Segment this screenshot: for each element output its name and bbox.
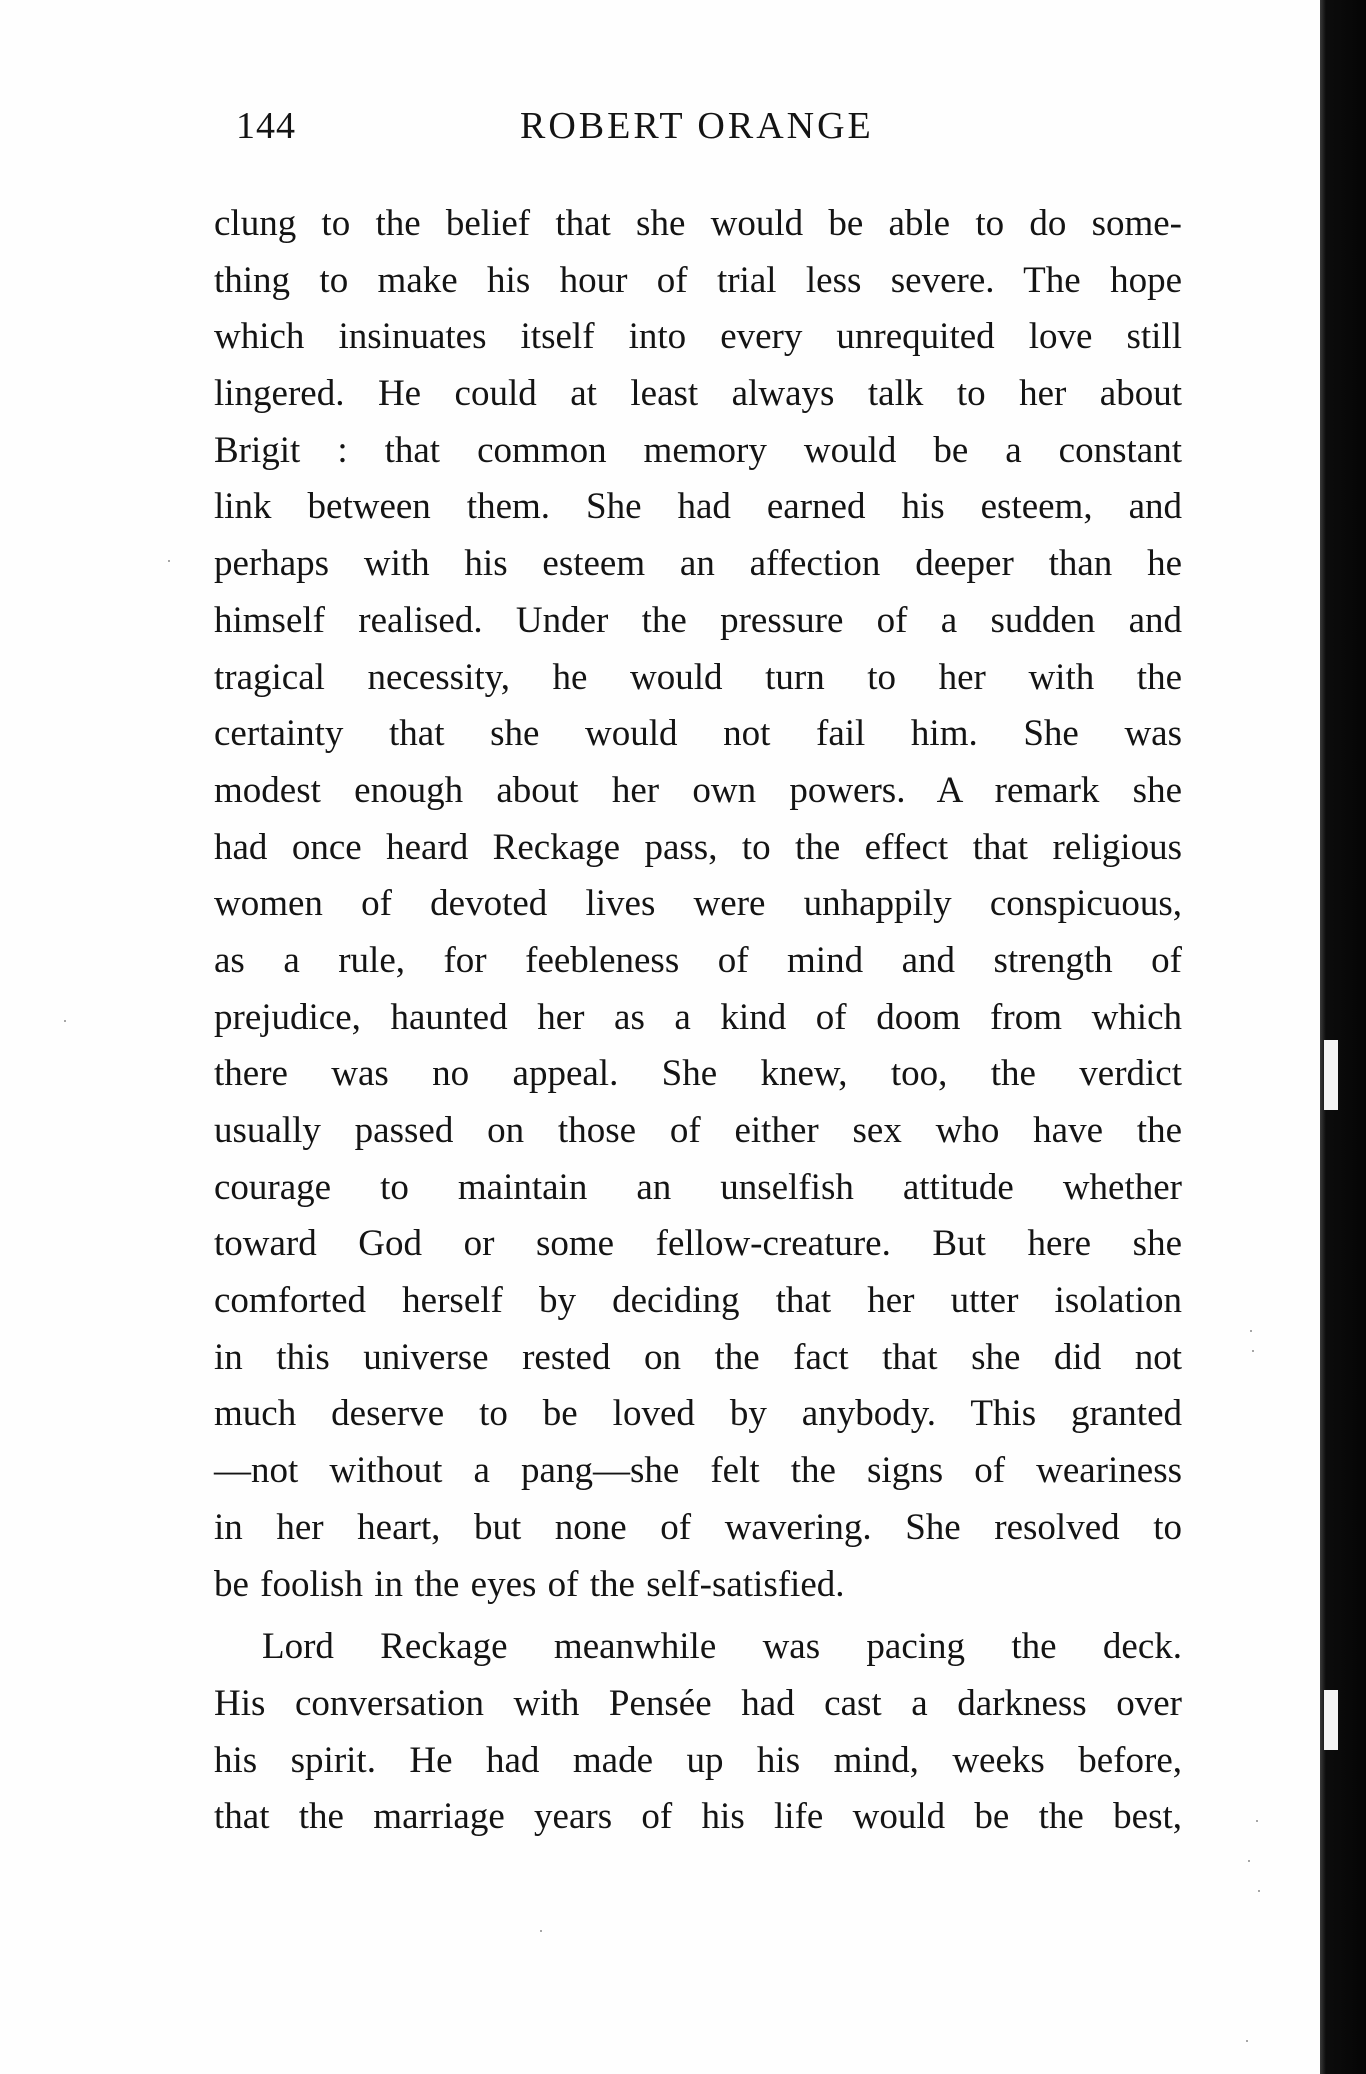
text-line: had once heard Reckage pass, to the effect that religious — [214, 826, 1182, 868]
scan-speck — [1256, 1820, 1258, 1822]
running-head — [0, 104, 1366, 154]
text-line: lingered. He could at least always talk to her about — [214, 373, 1182, 415]
text-line: toward God or some fellow-creature. But here she — [214, 1223, 1182, 1265]
scan-speck — [64, 1020, 66, 1022]
text-line: comforted herself by deciding that her utter isolation — [214, 1280, 1182, 1322]
text-line: clung to the belief that she would be able to do some- — [214, 203, 1182, 244]
scan-speck — [1250, 1330, 1252, 1332]
text-line: courage to maintain an unselfish attitude whether — [214, 1166, 1182, 1208]
text-line: much deserve to be loved by anybody. This granted — [214, 1393, 1182, 1435]
running-title: ROBERT ORANGE — [520, 105, 874, 147]
text-line: women of devoted lives were unhappily conspicuous, — [214, 883, 1182, 925]
text-line: himself realised. Under the pressure of a sudden and — [214, 599, 1182, 641]
text-line: be foolish in the eyes of the self-satisfied. — [214, 1563, 845, 1605]
text-line: His conversation with Pensée had cast a darkness over — [214, 1682, 1182, 1724]
text-line: Brigit : that common memory would be a constant — [214, 429, 1182, 471]
scan-speck — [1258, 1890, 1260, 1892]
text-line: there was no appeal. She knew, too, the verdict — [214, 1053, 1182, 1095]
scan-speck — [1248, 1860, 1250, 1862]
text-line: certainty that she would not fail him. She was — [214, 713, 1182, 755]
text-line: that the marriage years of his life would be the best, — [214, 1796, 1182, 1838]
body-text — [214, 196, 1182, 1846]
text-line: which insinuates itself into every unrequited love still — [214, 316, 1182, 358]
binding-edge-gap — [1324, 1690, 1338, 1750]
text-line: in this universe rested on the fact that she did not — [214, 1336, 1182, 1378]
text-line: link between them. She had earned his esteem, and — [214, 486, 1182, 528]
paragraph-2 — [214, 1619, 1182, 1846]
text-line: in her heart, but none of wavering. She resolved to — [214, 1506, 1182, 1548]
scan-speck — [1246, 2040, 1248, 2042]
page-number: 144 — [236, 105, 296, 147]
text-line: his spirit. He had made up his mind, weeks before, — [214, 1739, 1182, 1781]
scan-speck — [540, 1930, 542, 1932]
text-line: —not without a pang—she felt the signs of weariness — [214, 1450, 1182, 1492]
text-line: Lord Reckage meanwhile was pacing the deck. — [262, 1626, 1182, 1668]
text-line: modest enough about her own powers. A remark she — [214, 769, 1182, 811]
scan-speck — [1252, 1350, 1254, 1352]
text-line: as a rule, for feebleness of mind and strength of — [214, 939, 1182, 981]
text-line: perhaps with his esteem an affection deeper than he — [214, 543, 1182, 585]
page-binding-edge — [1320, 0, 1366, 2074]
text-line: tragical necessity, he would turn to her with the — [214, 656, 1182, 698]
text-line: prejudice, haunted her as a kind of doom from which — [214, 996, 1182, 1038]
paragraph-1 — [214, 196, 1182, 1613]
text-line: usually passed on those of either sex who have the — [214, 1110, 1182, 1151]
scan-speck — [168, 560, 170, 562]
binding-edge-gap — [1324, 1040, 1338, 1110]
text-line: thing to make his hour of trial less severe. The hope — [214, 259, 1182, 301]
